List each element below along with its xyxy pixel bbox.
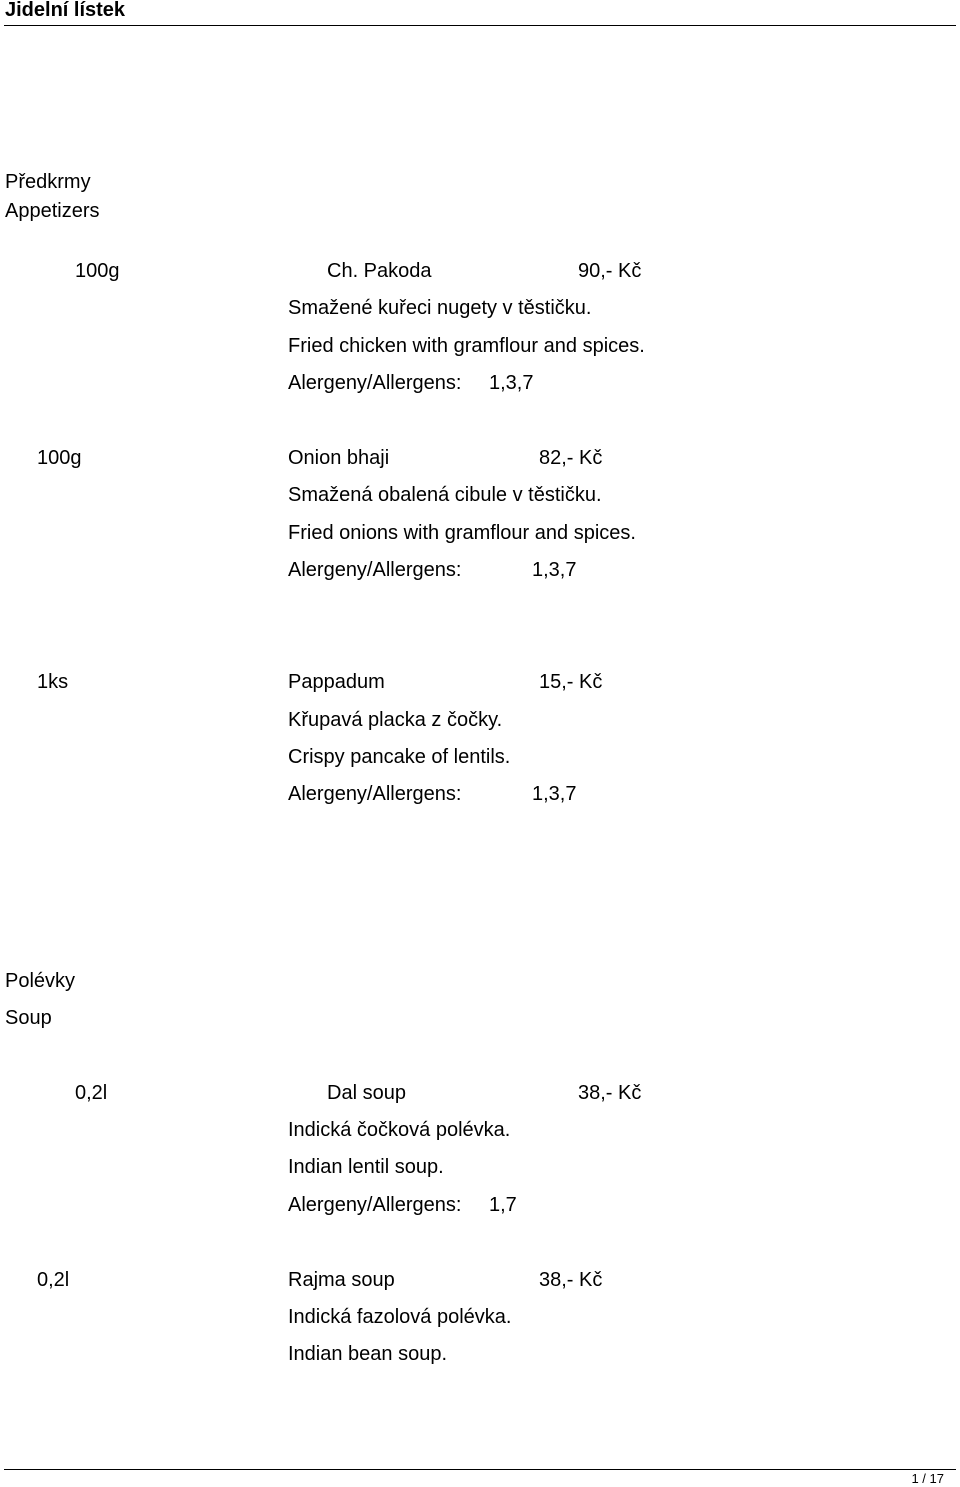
item-description-cz: Křupavá placka z čočky.: [288, 709, 503, 731]
item-allergens-label: Alergeny/Allergens:: [288, 783, 462, 805]
item-description-cz: Smažená obalená cibule v těstičku.: [288, 484, 602, 506]
item-name: Pappadum: [288, 671, 385, 693]
section-title-en: Soup: [5, 1007, 52, 1029]
item-quantity: 0,2l: [75, 1082, 108, 1104]
item-allergens: 1,3,7: [532, 559, 577, 581]
item-description-cz: Indická čočková polévka.: [288, 1119, 511, 1141]
item-description-en: Indian lentil soup.: [288, 1156, 444, 1178]
item-description-cz: Smažené kuřeci nugety v těstičku.: [288, 297, 592, 319]
item-quantity: 1ks: [37, 671, 69, 693]
item-price: 82,- Kč: [539, 447, 603, 469]
footer-rule: [4, 1469, 956, 1470]
section-title-cz: Polévky: [5, 970, 76, 992]
item-allergens-label: Alergeny/Allergens:: [288, 559, 462, 581]
item-description-en: Indian bean soup.: [288, 1343, 448, 1365]
item-description-cz: Indická fazolová polévka.: [288, 1306, 512, 1328]
item-quantity: 100g: [37, 447, 82, 469]
item-quantity: 100g: [75, 260, 120, 282]
item-allergens: 1,3,7: [532, 783, 577, 805]
section-title-cz: Předkrmy: [5, 171, 91, 193]
page-number: 1 / 17: [911, 1471, 944, 1486]
item-quantity: 0,2l: [37, 1269, 70, 1291]
item-name: Rajma soup: [288, 1269, 395, 1291]
item-description-en: Crispy pancake of lentils.: [288, 746, 511, 768]
section-title-en: Appetizers: [5, 200, 100, 222]
document-title: Jidelní lístek: [5, 0, 126, 21]
item-name: Dal soup: [327, 1082, 406, 1104]
item-description-en: Fried onions with gramflour and spices.: [288, 522, 636, 544]
item-price: 38,- Kč: [539, 1269, 603, 1291]
item-name: Onion bhaji: [288, 447, 390, 469]
header-rule: [4, 25, 956, 26]
item-allergens: 1,7: [489, 1194, 517, 1216]
item-price: 90,- Kč: [578, 260, 642, 282]
item-name: Ch. Pakoda: [327, 260, 432, 282]
item-price: 38,- Kč: [578, 1082, 642, 1104]
item-price: 15,- Kč: [539, 671, 603, 693]
item-description-en: Fried chicken with gramflour and spices.: [288, 335, 645, 357]
item-allergens-label: Alergeny/Allergens:: [288, 1194, 462, 1216]
item-allergens-label: Alergeny/Allergens:: [288, 372, 462, 394]
item-allergens: 1,3,7: [489, 372, 534, 394]
